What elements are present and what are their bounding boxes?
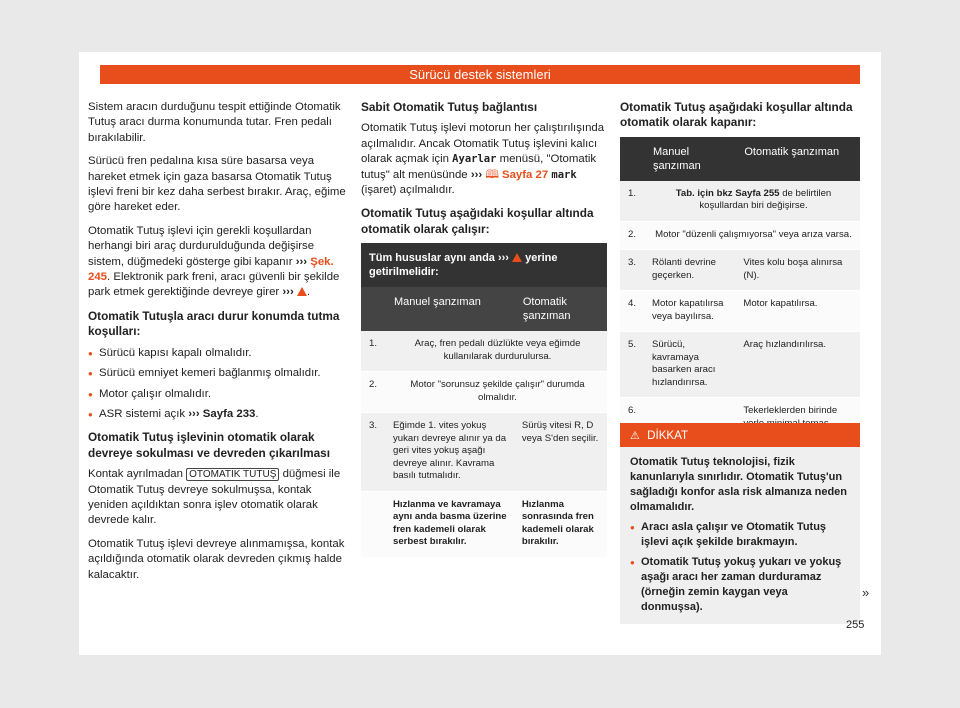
table-row: 1. Tab. için bkz Sayfa 255 de belirtilen koşullardan biri değişirse. — [620, 181, 860, 222]
text: Otomatik Tutuş işlevi için gerekli koşullardan herhangi biri araç durdurulduğunda değişirse sistem, düğmedeki gösterge gibi kapanır — [88, 224, 315, 268]
warning-outline-icon: ⚠ — [630, 430, 640, 442]
warning-icon — [512, 253, 522, 262]
table-header: Manuel şanzıman — [388, 287, 517, 331]
text: (işaret) açılmalıdır. — [361, 184, 455, 197]
warning-text: Otomatik Tutuş teknolojisi, fizik kanunlarıyla sınırlıdır. Otomatik Tutuş'un sağladığı konfor asla risk almanıza neden olmamalıdır. — [630, 456, 848, 513]
table-row: 3. Rölanti devrine geçerken. Vites kolu boşa alınırsa (N). — [620, 250, 860, 291]
text: Kontak ayrılmadan — [88, 468, 183, 481]
table-row: 1. Araç, fren pedalı düzlükte veya eğimde kullanılarak durdurulursa. — [361, 331, 607, 372]
table-header-empty — [620, 137, 647, 181]
auto-hold-button-label: OTOMATİK TUTUŞ — [186, 468, 279, 481]
warning-box — [620, 423, 860, 624]
column-left — [88, 100, 346, 591]
text: ASR sistemi açık — [99, 407, 186, 420]
warning-header: ⚠ DİKKAT — [620, 423, 860, 447]
heading: Otomatik Tutuş aşağıdaki koşullar altında otomatik olarak kapanır: — [620, 100, 853, 130]
text: düğmesi ile Otomatik Tutuş devreye sokulmuşsa, kontak yeniden açıldıktan sonra işlev otomatik olarak devrede kalır. — [88, 468, 341, 527]
table-header-empty — [361, 287, 388, 331]
heading: Otomatik Tutuş işlevinin otomatik olarak devreye sokulması ve devreden çıkarılması — [88, 430, 330, 460]
table-row: 2. Motor "düzenli çalışmıyorsa" veya arıza varsa. — [620, 221, 860, 250]
table-row: 3. Eğimde 1. vites yokuş yukarı devreye alınır ya da geri vites yokuş aşağı devreye alınır. Kavrama basılı tutmalıdır. Sürüş vitesi R, D veya S'den seçilir. — [361, 413, 607, 492]
table-link[interactable]: Tab. için bkz Sayfa 255 — [675, 187, 780, 199]
heading: Otomatik Tutuşla aracı durur konumda tutma koşulları: — [88, 308, 340, 339]
ref-arrow: ››› — [295, 255, 308, 268]
warning-bullet: ● Otomatik Tutuş yokuş yukarı ve yokuş aşağı aracı her zaman durduramaz (örneğin zemin kaygan veya donmuşsa). — [630, 555, 850, 615]
table-row: 2. Motor "sorunsuz şekilde çalışır" durumda olmalıdır. — [361, 372, 607, 413]
bullet-item: ● Sürücü kapısı kapalı olmalıdır. — [88, 346, 346, 361]
table-header: Otomatik şanzıman — [738, 137, 860, 181]
page-link[interactable]: ››› Sayfa 233 — [188, 407, 256, 420]
page-link[interactable]: Sayfa 27 — [501, 168, 549, 181]
column-middle — [361, 100, 607, 558]
bullet-item: ● Motor çalışır olmalıdır. — [88, 387, 346, 402]
deactivation-table — [620, 137, 860, 465]
paragraph: Otomatik Tutuş işlevi devreye alınmamışsa, kontak açıldığında otomatik olarak devreden çıkmış halde kalacaktır. — [88, 537, 345, 581]
heading: Otomatik Tutuş aşağıdaki koşullar altında otomatik olarak çalışır: — [361, 206, 594, 236]
text: Otomatik Tutuş işlevi motorun her çalıştırılışında açılmalıdır. Ancak Otomatik Tutuş işlevini kalıcı olarak açmak için — [361, 122, 605, 166]
table-row: 4. Motor kapatılırsa veya bayılırsa. Motor kapatılırsa. — [620, 291, 860, 332]
warning-icon — [297, 287, 307, 296]
book-icon: 🕮 — [485, 168, 499, 181]
paragraph: Otomatik Tutuş işlevi için gerekli koşullardan herhangi biri araç durdurulduğunda değişirse sistem, düğmedeki gösterge gibi kapanır ››› Şek. 245. Elektronik park freni, aracı güvenli bir şekilde park etmek gerektiğinde devreye girer ››› . — [88, 224, 340, 299]
table-title: Tüm hususlar aynı anda ››› yerine getirilmelidir: — [361, 243, 607, 287]
heading: Sabit Otomatik Tutuş bağlantısı — [361, 100, 538, 114]
paragraph — [361, 121, 607, 198]
figure-link[interactable]: Şek. 245 — [88, 255, 334, 284]
menu-name: Ayarlar — [452, 153, 497, 166]
page-number: 255 — [846, 619, 865, 631]
table-header: Otomatik şanzıman — [517, 287, 607, 331]
warning-bullet: ● Aracı asla çalışır ve Otomatik Tutuş işlevi açık şekilde bırakmayın. — [630, 520, 850, 550]
paragraph: Sürücü fren pedalına kısa süre basarsa veya hareket etmek için gaza basarsa Otomatik Tutuş işlevi freni bir kez daha serbest bırakır. Araç, eğime göre hareket eder. — [88, 155, 346, 214]
section-header: Sürücü destek sistemleri — [100, 65, 860, 84]
column-right — [620, 100, 860, 464]
paragraph — [88, 467, 346, 529]
conditions-table — [361, 243, 607, 558]
paragraph: Sistem aracın durduğunu tespit ettiğinde Otomatik Tutuş aracı durma konumunda tutar. Fren pedalı bırakılabilir. — [88, 101, 341, 144]
bullet-item: ● ASR sistemi açık ››› Sayfa 233. — [88, 407, 346, 422]
mark-label: mark — [551, 168, 577, 181]
continue-mark: » — [862, 585, 870, 600]
bullet-item: ● Sürücü emniyet kemeri bağlanmış olmalıdır. — [88, 366, 346, 381]
table-row: 6. Tekerleklerden birinde — [620, 398, 860, 464]
table-row: Hızlanma ve kavramaya aynı anda basma üzerine fren kademeli olarak serbest bırakılır. Hızlanma sonrasında fren kademeli olarak bırakılır. — [361, 491, 607, 557]
warning-body — [620, 447, 860, 624]
text: menüsü, "Otomatik tutuş" alt menüsünde — [361, 153, 597, 181]
text: . Elektronik park freni, aracı güvenli bir şekilde park etmek gerektiğinde devreye girer — [88, 271, 340, 299]
table-row: 5. Sürücü, kavramaya basarken aracı hızlandırırsa. Araç hızlandırılırsa. — [620, 332, 860, 398]
table-header: Manuel şanzıman — [647, 137, 738, 181]
ref-arrow: ››› — [470, 168, 483, 181]
ref-arrow: ››› — [282, 286, 294, 299]
